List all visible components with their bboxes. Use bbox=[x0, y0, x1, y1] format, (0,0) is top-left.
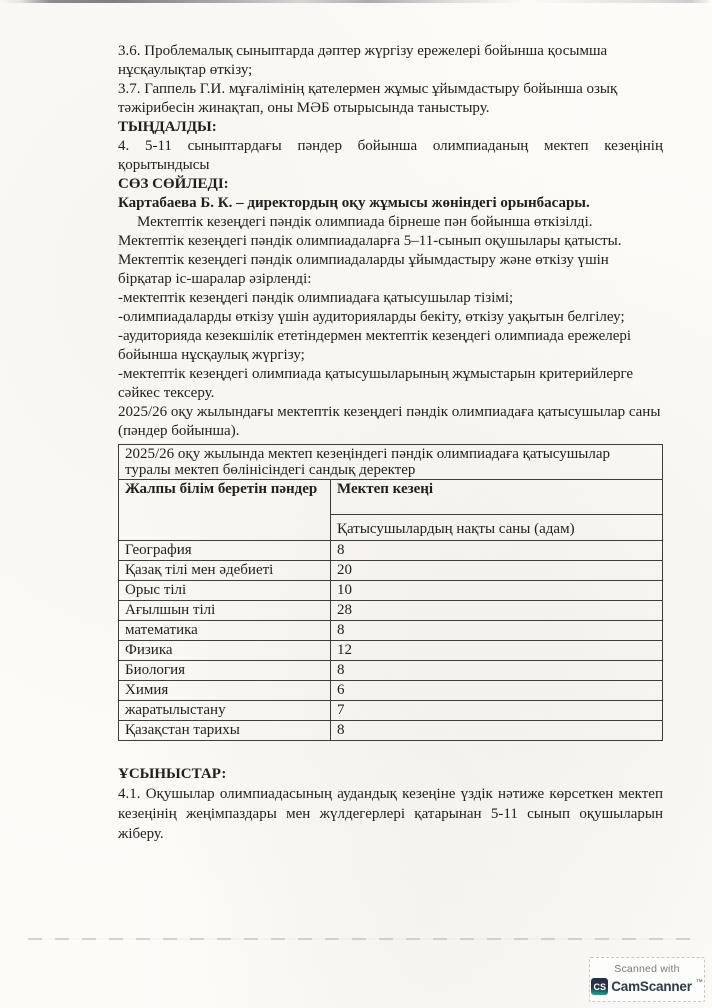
count-cell: 8 bbox=[331, 721, 663, 741]
table-row bbox=[119, 561, 663, 581]
camscanner-badge bbox=[589, 957, 705, 1002]
count-cell: 28 bbox=[331, 601, 663, 621]
column-header-stage: Мектеп кезеңі bbox=[331, 480, 663, 515]
soz-soiledi-heading: СӨЗ СӨЙЛЕДІ: bbox=[118, 176, 229, 192]
scanned-with-label: Scanned with bbox=[614, 963, 680, 975]
subject-cell: Қазақстан тарихы bbox=[119, 721, 331, 741]
subject-cell: География bbox=[119, 541, 331, 561]
participants-table bbox=[118, 444, 663, 741]
subject-cell: Биология bbox=[119, 661, 331, 681]
count-cell: 8 bbox=[331, 661, 663, 681]
body-paragraph: 4. 5-11 сыныптардағы пәндер бойынша олимпиаданың мектеп кезеңінің қорытындысы bbox=[118, 138, 663, 173]
camscanner-wordmark: CamScanner bbox=[611, 979, 692, 994]
count-cell: 8 bbox=[331, 541, 663, 561]
body-paragraph: Мектептік кезеңдегі пәндік олимпиадаларға 5–11-сынып оқушылары қатысты. bbox=[118, 233, 622, 249]
column-subheader-count: Қатысушылардың нақты саны (адам) bbox=[331, 515, 663, 541]
body-paragraph: 3.6. Проблемалық сыныптарда дәптер жүргізу ережелері бойынша қосымша нұсқаулықтар өткізу; bbox=[118, 43, 608, 78]
table-row bbox=[119, 621, 663, 641]
table-row bbox=[119, 541, 663, 561]
subject-cell: Ағылшын тілі bbox=[119, 601, 331, 621]
subject-cell: Химия bbox=[119, 681, 331, 701]
table-row bbox=[119, 661, 663, 681]
body-paragraph: 2025/26 оқу жылындағы мектептік кезеңдегі пәндік олимпиадаға қатысушылар саны (пәндер бойынша). bbox=[118, 404, 661, 439]
table-title-row bbox=[119, 445, 663, 480]
subject-cell: Қазақ тілі мен әдебиеті bbox=[119, 561, 331, 581]
document-page bbox=[118, 42, 663, 844]
body-paragraph: Мектептік кезеңдегі пәндік олимпиада бірнеше пән бойынша өткізілді. bbox=[137, 214, 593, 230]
suggestions-section bbox=[118, 765, 663, 844]
table-row bbox=[119, 581, 663, 601]
count-cell: 12 bbox=[331, 641, 663, 661]
subject-cell: жаратылыстану bbox=[119, 701, 331, 721]
tyndaldy-heading: ТЫҢДАЛДЫ: bbox=[118, 119, 217, 135]
scan-paper-edge-artifact bbox=[28, 938, 696, 940]
list-item-paragraph: -мектептік кезеңдегі пәндік олимпиадаға қатысушылар тізімі; bbox=[118, 290, 514, 306]
table-title: 2025/26 оқу жылында мектеп кезеңіндегі пәндік олимпиадаға қатысушылар туралы мектеп бөлінісіндегі сандық деректер bbox=[119, 445, 663, 480]
subject-cell: Физика bbox=[119, 641, 331, 661]
scan-top-edge-artifact bbox=[0, 0, 712, 3]
table-row bbox=[119, 601, 663, 621]
body-paragraph: Мектептік кезеңдегі пәндік олимпиадаларды ұйымдастыру және өткізу үшін бірқатар іс-шаралар әзірленді: bbox=[118, 252, 609, 287]
camscanner-brand-row bbox=[593, 978, 703, 995]
camscanner-logo-icon: CS bbox=[591, 978, 608, 995]
list-item-paragraph: -олимпиадаларды өткізу үшін аудиторияларды бекіту, өткізу уақытын белгілеу; bbox=[118, 309, 625, 325]
count-cell: 7 bbox=[331, 701, 663, 721]
count-cell: 8 bbox=[331, 621, 663, 641]
list-item-paragraph: -аудиторияда кезекшілік ететіндермен мектептік кезеңдегі олимпиада ережелері бойынша нұсқаулық жүргізу; bbox=[118, 328, 632, 363]
trademark-symbol: ™ bbox=[695, 979, 703, 986]
count-cell: 10 bbox=[331, 581, 663, 601]
table-row bbox=[119, 681, 663, 701]
count-cell: 6 bbox=[331, 681, 663, 701]
subject-cell: Орыс тілі bbox=[119, 581, 331, 601]
body-paragraph: 3.7. Гаппель Г.И. мұғалімінің қателермен жұмыс ұйымдастыру бойынша озық тәжірибесін жинақтап, оны МӘБ отырысында таныстыру. bbox=[118, 81, 618, 116]
list-item-paragraph: -мектептік кезеңдегі олимпиада қатысушыларының жұмыстарын критерийлерге сәйкес тексеру. bbox=[118, 366, 634, 401]
table-row bbox=[119, 721, 663, 741]
table-row bbox=[119, 701, 663, 721]
subject-cell: математика bbox=[119, 621, 331, 641]
table-header-row bbox=[119, 480, 663, 515]
count-cell: 20 bbox=[331, 561, 663, 581]
usynystar-heading: ҰСЫНЫСТАР: bbox=[118, 766, 227, 782]
speaker-line: Картабаева Б. К. – директордың оқу жұмысы жөніндегі орынбасары. bbox=[118, 195, 590, 211]
column-header-subjects: Жалпы білім беретін пәндер bbox=[119, 480, 331, 541]
table-row bbox=[119, 641, 663, 661]
body-paragraph: 4.1. Оқушылар олимпиадасының аудандық кезеңіне үздік нәтиже көрсеткен мектеп кезеңінің жеңімпаздары мен жүлдегерлері қатарынан 5-11 сынып оқушыларын жіберу. bbox=[118, 786, 663, 842]
